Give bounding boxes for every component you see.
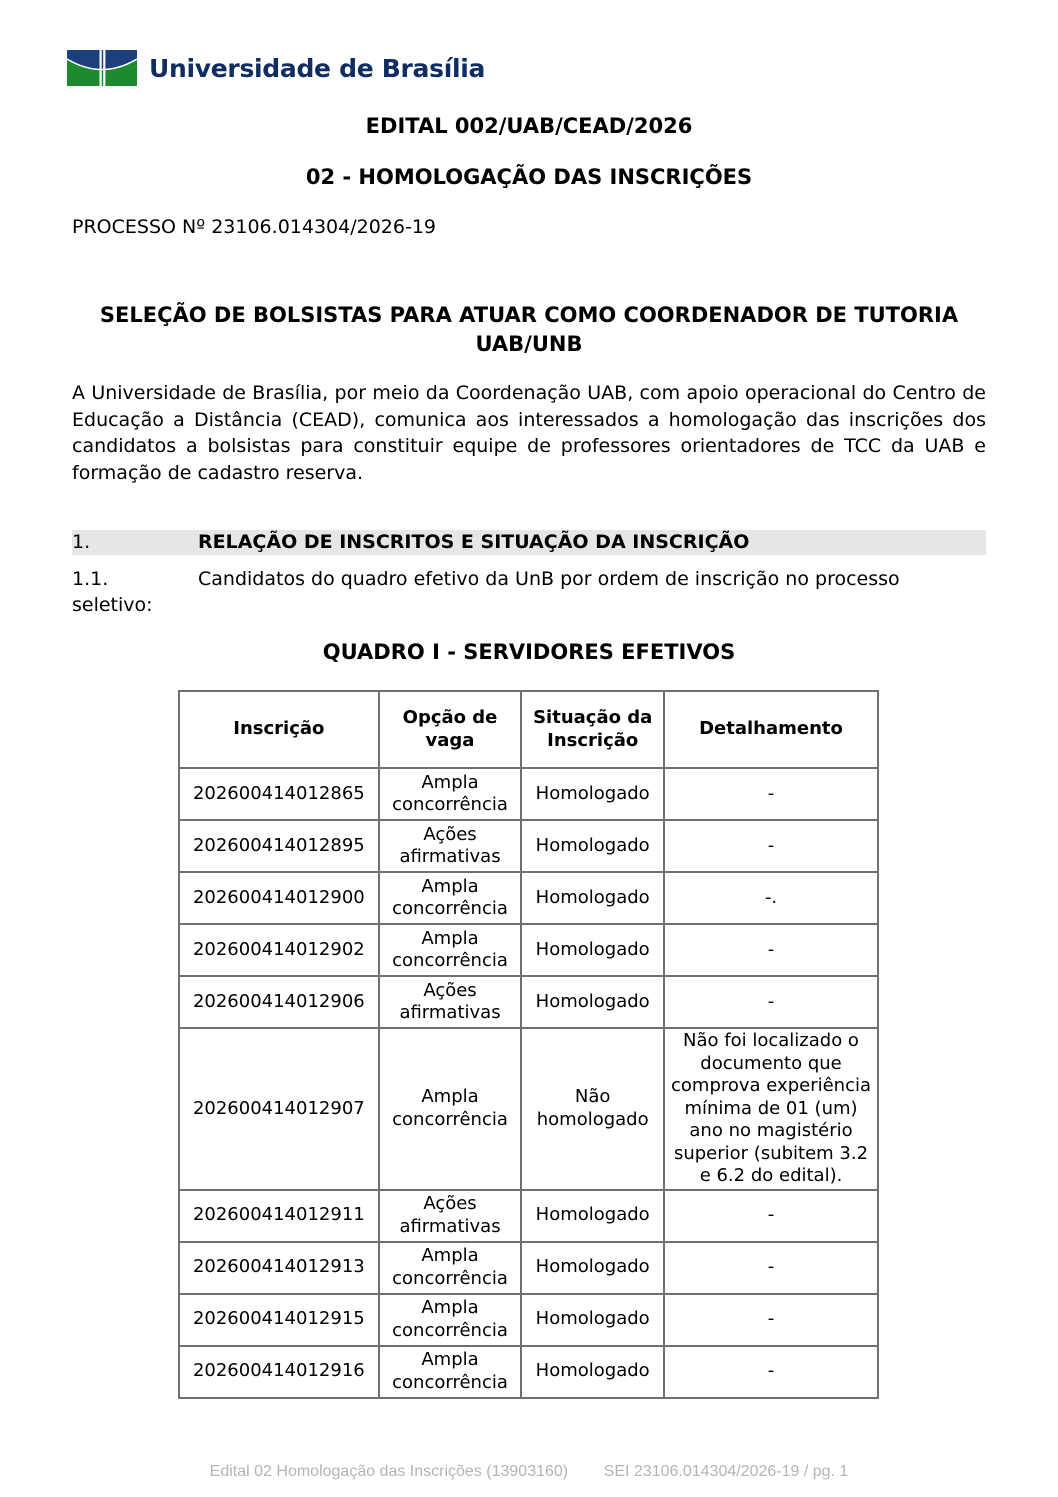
table-row bbox=[179, 872, 878, 924]
table-row bbox=[179, 820, 878, 872]
table-row bbox=[179, 768, 878, 820]
cell-opcao: Ampla concorrência bbox=[379, 1294, 522, 1346]
university-logo bbox=[67, 50, 485, 86]
cell-opcao: Ampla concorrência bbox=[379, 768, 522, 820]
cell-opcao: Ampla concorrência bbox=[379, 1346, 522, 1398]
cell-inscricao: 202600414012900 bbox=[179, 872, 379, 924]
selection-title: SELEÇÃO DE BOLSISTAS PARA ATUAR COMO COORDENADOR DE TUTORIA UAB/UNB bbox=[99, 303, 959, 356]
table-row bbox=[179, 1346, 878, 1398]
cell-situacao: Homologado bbox=[521, 1242, 664, 1294]
cell-situacao: Homologado bbox=[521, 924, 664, 976]
cell-situacao: Homologado bbox=[521, 1346, 664, 1398]
cell-inscricao: 202600414012911 bbox=[179, 1190, 379, 1242]
cell-detalhamento: - bbox=[664, 1346, 878, 1398]
cell-situacao: Homologado bbox=[521, 872, 664, 924]
subsection-paragraph bbox=[72, 566, 986, 618]
processo-number: PROCESSO Nº 23106.014304/2026-19 bbox=[72, 216, 437, 238]
cell-opcao: Ampla concorrência bbox=[379, 1242, 522, 1294]
edital-subtitle: 02 - HOMOLOGAÇÃO DAS INSCRIÇÕES bbox=[305, 165, 753, 189]
section-heading bbox=[72, 530, 986, 555]
cell-opcao: Ações afirmativas bbox=[379, 1190, 522, 1242]
cell-detalhamento: - bbox=[664, 820, 878, 872]
cell-opcao: Ações afirmativas bbox=[379, 976, 522, 1028]
table-header-row bbox=[179, 691, 878, 768]
cell-opcao: Ampla concorrência bbox=[379, 872, 522, 924]
cell-opcao: Ações afirmativas bbox=[379, 820, 522, 872]
table-title: QUADRO I - SERVIDORES EFETIVOS bbox=[322, 640, 736, 664]
subsection-number: 1.1. bbox=[72, 568, 109, 590]
cell-inscricao: 202600414012913 bbox=[179, 1242, 379, 1294]
table-row bbox=[179, 976, 878, 1028]
registrations-table bbox=[178, 690, 879, 1399]
header-opcao: Opção de vaga bbox=[379, 691, 522, 768]
cell-inscricao: 202600414012902 bbox=[179, 924, 379, 976]
cell-inscricao: 202600414012906 bbox=[179, 976, 379, 1028]
cell-opcao: Ampla concorrência bbox=[379, 924, 522, 976]
section-number: 1. bbox=[72, 531, 91, 553]
table-row bbox=[179, 1190, 878, 1242]
cell-situacao: Homologado bbox=[521, 976, 664, 1028]
header-situacao: Situação da Inscrição bbox=[521, 691, 664, 768]
cell-inscricao: 202600414012915 bbox=[179, 1294, 379, 1346]
cell-inscricao: 202600414012865 bbox=[179, 768, 379, 820]
section-label: RELAÇÃO DE INSCRITOS E SITUAÇÃO DA INSCRIÇÃO bbox=[198, 531, 750, 553]
cell-opcao: Ampla concorrência bbox=[379, 1028, 522, 1190]
header-detalhamento: Detalhamento bbox=[664, 691, 878, 768]
cell-inscricao: 202600414012895 bbox=[179, 820, 379, 872]
table-row bbox=[179, 1242, 878, 1294]
header-inscricao: Inscrição bbox=[179, 691, 379, 768]
university-name: Universidade de Brasília bbox=[149, 53, 486, 83]
cell-inscricao: 202600414012907 bbox=[179, 1028, 379, 1190]
cell-situacao: Homologado bbox=[521, 820, 664, 872]
cell-detalhamento: - bbox=[664, 1242, 878, 1294]
cell-situacao: Homologado bbox=[521, 1294, 664, 1346]
subsection-text: Candidatos do quadro efetivo da UnB por ordem de inscrição no processo seletivo: bbox=[72, 568, 900, 616]
table-row bbox=[179, 1294, 878, 1346]
cell-detalhamento: - bbox=[664, 1190, 878, 1242]
cell-situacao: Homologado bbox=[521, 768, 664, 820]
cell-detalhamento: - bbox=[664, 924, 878, 976]
cell-detalhamento: - bbox=[664, 1294, 878, 1346]
cell-inscricao: 202600414012916 bbox=[179, 1346, 379, 1398]
unb-logo-icon bbox=[67, 50, 137, 86]
page-footer bbox=[0, 1463, 1058, 1481]
cell-detalhamento: -. bbox=[664, 872, 878, 924]
edital-title: EDITAL 002/UAB/CEAD/2026 bbox=[365, 114, 693, 138]
cell-detalhamento: - bbox=[664, 976, 878, 1028]
cell-detalhamento: Não foi localizado o documento que comprova experiência mínima de 01 (um) ano no magistério superior (subitem 3.2 e 6.2 do edital). bbox=[664, 1028, 878, 1190]
intro-paragraph: A Universidade de Brasília, por meio da Coordenação UAB, com apoio operacional do Centro de Educação a Distância (CEAD), comunica aos interessados a homologação das inscrições dos candidatos a bolsistas para constituir equipe de professores orientadores de TCC da UAB e formação de cadastro reserva. bbox=[72, 382, 986, 484]
footer-sei-ref: SEI 23106.014304/2026-19 / pg. 1 bbox=[603, 1463, 849, 1480]
cell-situacao: Homologado bbox=[521, 1190, 664, 1242]
table-row bbox=[179, 1028, 878, 1190]
table-row bbox=[179, 924, 878, 976]
cell-detalhamento: - bbox=[664, 768, 878, 820]
cell-situacao: Não homologado bbox=[521, 1028, 664, 1190]
footer-doc-ref: Edital 02 Homologação das Inscrições (13903160) bbox=[209, 1463, 569, 1480]
